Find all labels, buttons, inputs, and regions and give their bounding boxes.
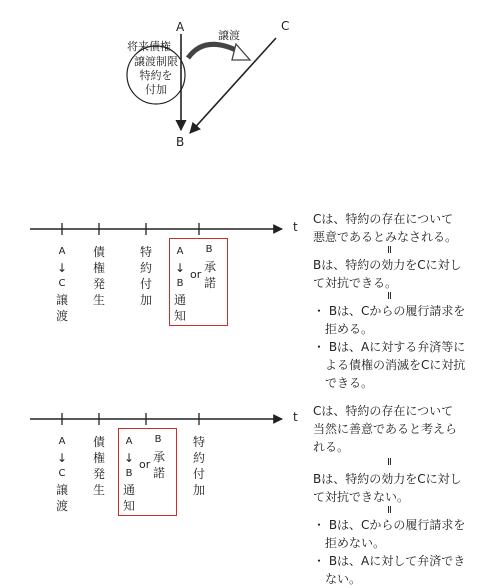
future-claim-label: 将来債権 — [127, 40, 171, 53]
t1-box-b: B — [205, 244, 213, 255]
label-c: C — [281, 19, 290, 33]
t2-notice: 通 知 — [122, 483, 135, 513]
timeline2-t-label: t — [293, 410, 298, 424]
t1-special-add-col: 特 約 付 加 — [139, 245, 152, 307]
t1-or: or — [190, 268, 202, 281]
t2-special-add-col: 特 約 付 加 — [192, 435, 205, 497]
circle-text: 譲渡制限 特約を 付加 — [134, 55, 178, 96]
t2-consent: 承 諾 — [152, 450, 165, 480]
c-to-b-arrow — [190, 38, 276, 133]
t2-box-b: B — [154, 434, 162, 445]
timeline1-t-label: t — [293, 220, 298, 234]
t1-notes: Cは、特約の存在について 悪意であるとみなされる。 Ⅱ Bは、特約の効力をCに対し て対抗できる。 Ⅱ ・ Bは、Cからの履行請求を 拒める。 ・ Bは、Aに対する弁済等に よる債権の消滅をCに対抗 できる。 — [313, 212, 466, 390]
t1-box-left: A ↓ B — [174, 246, 186, 289]
t2-claim-arise-col: 債 権 発 生 — [92, 435, 105, 497]
label-a: A — [176, 20, 185, 34]
label-b: B — [176, 135, 185, 149]
t2-box-left: A ↓ B — [123, 436, 135, 479]
t2-or: or — [139, 458, 151, 471]
t1-claim-arise-col: 債 権 発 生 — [92, 245, 105, 307]
transfer-label: 譲渡 — [218, 29, 240, 42]
t2-transfer-col: A ↓ C 譲 渡 — [55, 436, 68, 513]
t1-consent: 承 諾 — [203, 260, 216, 290]
transfer-curved-arrow — [188, 44, 240, 58]
t1-transfer-col: A ↓ C 譲 渡 — [55, 246, 68, 323]
transfer-curved-arrow-head — [232, 44, 250, 60]
t1-notice: 通 知 — [173, 293, 186, 323]
t2-notes: Cは、特約の存在について 当然に善意であると考えら れる。 Ⅱ Bは、特約の効力をCに対し て対抗できない。 Ⅱ ・ Bは、Cからの履行請求を 拒めない。 ・ Bは、Aに対して弁済でき ない。 — [313, 404, 466, 586]
